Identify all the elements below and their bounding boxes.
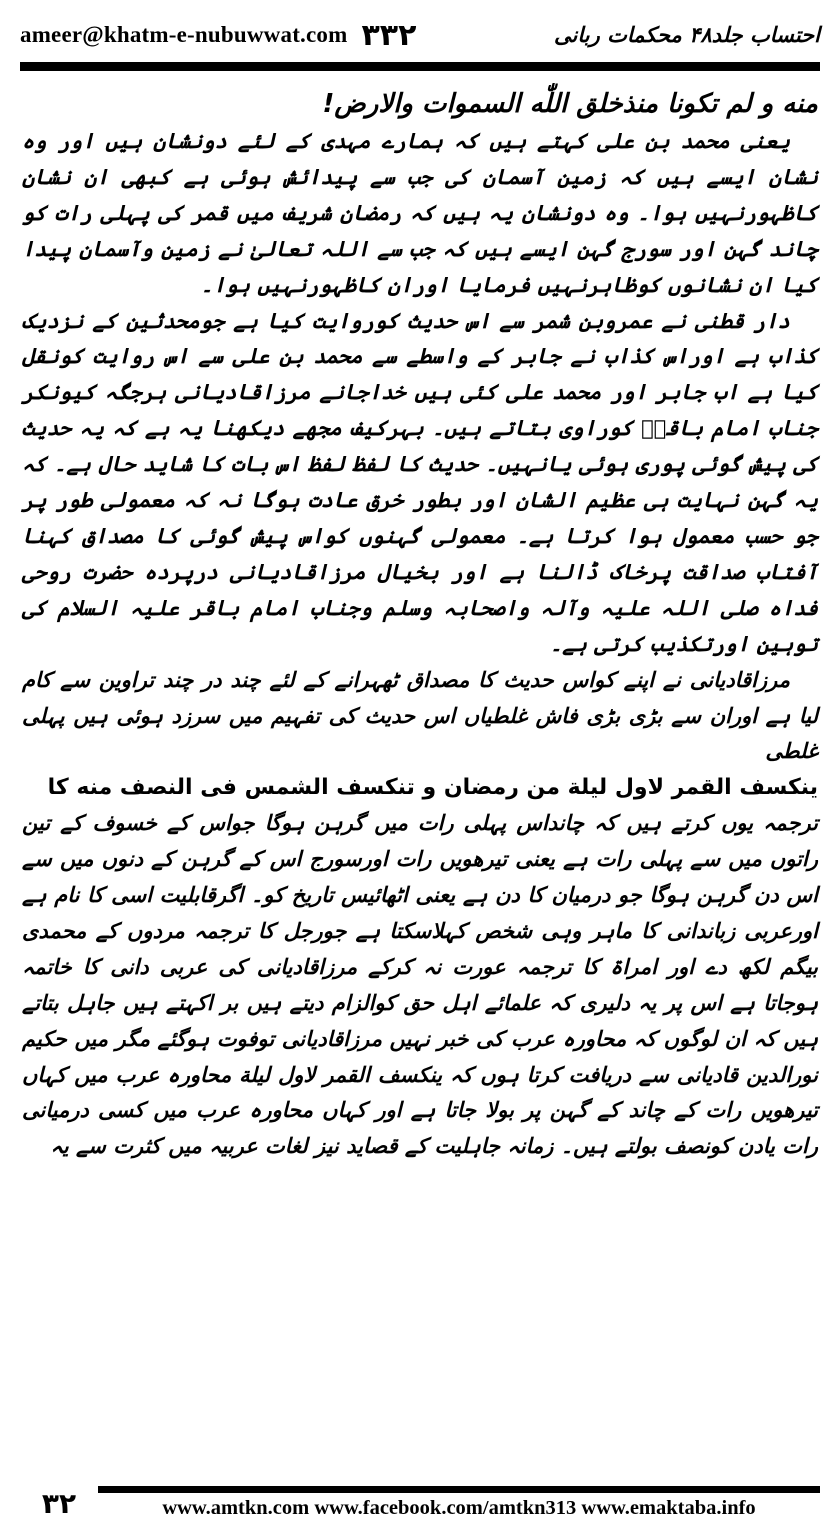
footer-page-number: ۳۲ <box>41 1486 77 1520</box>
header-rule <box>20 62 820 71</box>
page-footer <box>20 1482 820 1524</box>
header-email: ameer@khatm-e-nubuwwat.com <box>20 22 348 47</box>
paragraph: ترجمہ یوں کرتے ہیں کہ چانداس پہلی رات میں گرہن ہوگا جواس کے خسوف کے تین راتوں میں سے پہلی رات ہے یعنی تیرھویں رات اورسورج اس کے گرہن کے دنوں میں سے اس دن گرہن ہوگا جو درمیان کا دن ہے یعنی اٹھائیس تاریخ کو۔ اگرقابلیت اسی کا نام ہے اورعربی زباندانی کا ماہر وہی شخص کہلاسکتا ہے جورجل کا ترجمہ مردوں کے محمدی بیگم لکھ دے اور امراۃ کا ترجمہ عورت نہ کرکے مرزاقادیانی کی عربی دانی کا خاتمہ ہوجاتا ہے اس پر یہ دلیری کہ علمائے اہل حق کوالزام دیتے ہیں بر اکہتے ہیں جاہل بتاتے ہیں کہ ان لوگوں کہ محاورہ عرب کی خبر نہیں مرزاقادیانی توفوت ہوگئے مگر میں حکیم نورالدین قادیانی سے دریافت کرتا ہوں کہ ینکسف القمر لاول لیلة محاورہ عرب میں کہاں تیرھویں رات کے چاند کے گہن پر بولا جاتا ہے اور کہاں محاورہ عرب میں کسی درمیانی رات یادن کونصف بولتے ہیں۔ زمانہ جاہلیت کے قصاید نیز لغات عربیہ میں کثرت سے یہ <box>22 811 818 1159</box>
page-body <box>22 84 818 1165</box>
footer-links: www.amtkn.com www.facebook.com/amtkn313 www.emaktaba.info <box>162 1497 756 1519</box>
arabic-heading: منه و لم تکونا منذخلق اللّٰه السموات والارض! <box>322 89 818 119</box>
paragraph: یعنی محمد بن علی کہتے ہیں کہ ہمارے مہدی کے لئے دونشان ہیں اور وہ نشان ایسے ہیں کہ زمین آسمان کی جب سے پیدائش ہوئی ہے کبھی ان نشان کاظہورنہیں ہوا۔ وہ دونشان یہ ہیں کہ رمضان شریف میں قمر کی پہلی رات کو چاند گہن اور سورج گہن ایسے ہیں کہ جب سے اللہ تعالیٰ نے زمین وآسمان پیدا کیا ان نشانوں کوظاہرنہیں فرمایا اوران کاظہورنہیں ہوا۔ <box>22 129 818 297</box>
page-header <box>20 14 820 56</box>
header-left-group <box>20 18 416 53</box>
header-book-title: احتساب جلد۴۸ محکمات ربانی <box>554 23 820 47</box>
footer-bar <box>98 1486 820 1524</box>
paragraph: دار قطنی نے عمروبن شمر سے اس حدیث کوروایت کیا ہے جومحدثین کے نزدیک کذاب ہے اوراس کذاب نے جابر کے واسطے سے محمد بن علی سے اس روایت کونقل کیا ہے اب جابر اور محمد علی کئی ہیں خداجانے مرزاقادیانی ہرجگہ کیونکر جناب امام باقرؒ کوراوی بتاتے ہیں۔ بہرکیف مجھے دیکھنا یہ ہے کہ یہ حدیث کی پیش گوئی پوری ہوئی یانہیں۔ حدیث کا لفظ لفظ اس بات کا شاید حال ہے۔ کہ یہ گہن نہایت ہی عظیم الشان اور بطور خرق عادت ہوگا نہ کہ معمولی طور پر جو حسب معمول ہوا کرتا ہے۔ معمولی گہنوں کواس پیش گوئی کا مصداق کہنا آفتاب صداقت پرخاک ڈالنا ہے اور بخیال مرزاقادیانی درپردہ حضرت روحی فداہ صلی اللہ علیہ وآلہ واصحابہ وسلم وجناب امام باقر علیہ السلام کی توہین اورتکذیب کرتی ہے۔ <box>22 308 818 656</box>
arabic-quote-line: ینکسف القمر لاول لیلة من رمضان و تنکسف الشمس فی النصف منه کا <box>47 775 818 801</box>
paragraph: مرزاقادیانی نے اپنے کواس حدیث کا مصداق ٹھہرانے کے لئے چند در چند تراوین سے کام لیا ہے اوران سے بڑی بڑی فاش غلطیاں اس حدیث کی تفہیم میں سرزد ہوئی ہیں پہلی غلطی <box>22 667 818 764</box>
header-page-number: ۳۳۲ <box>361 17 417 53</box>
